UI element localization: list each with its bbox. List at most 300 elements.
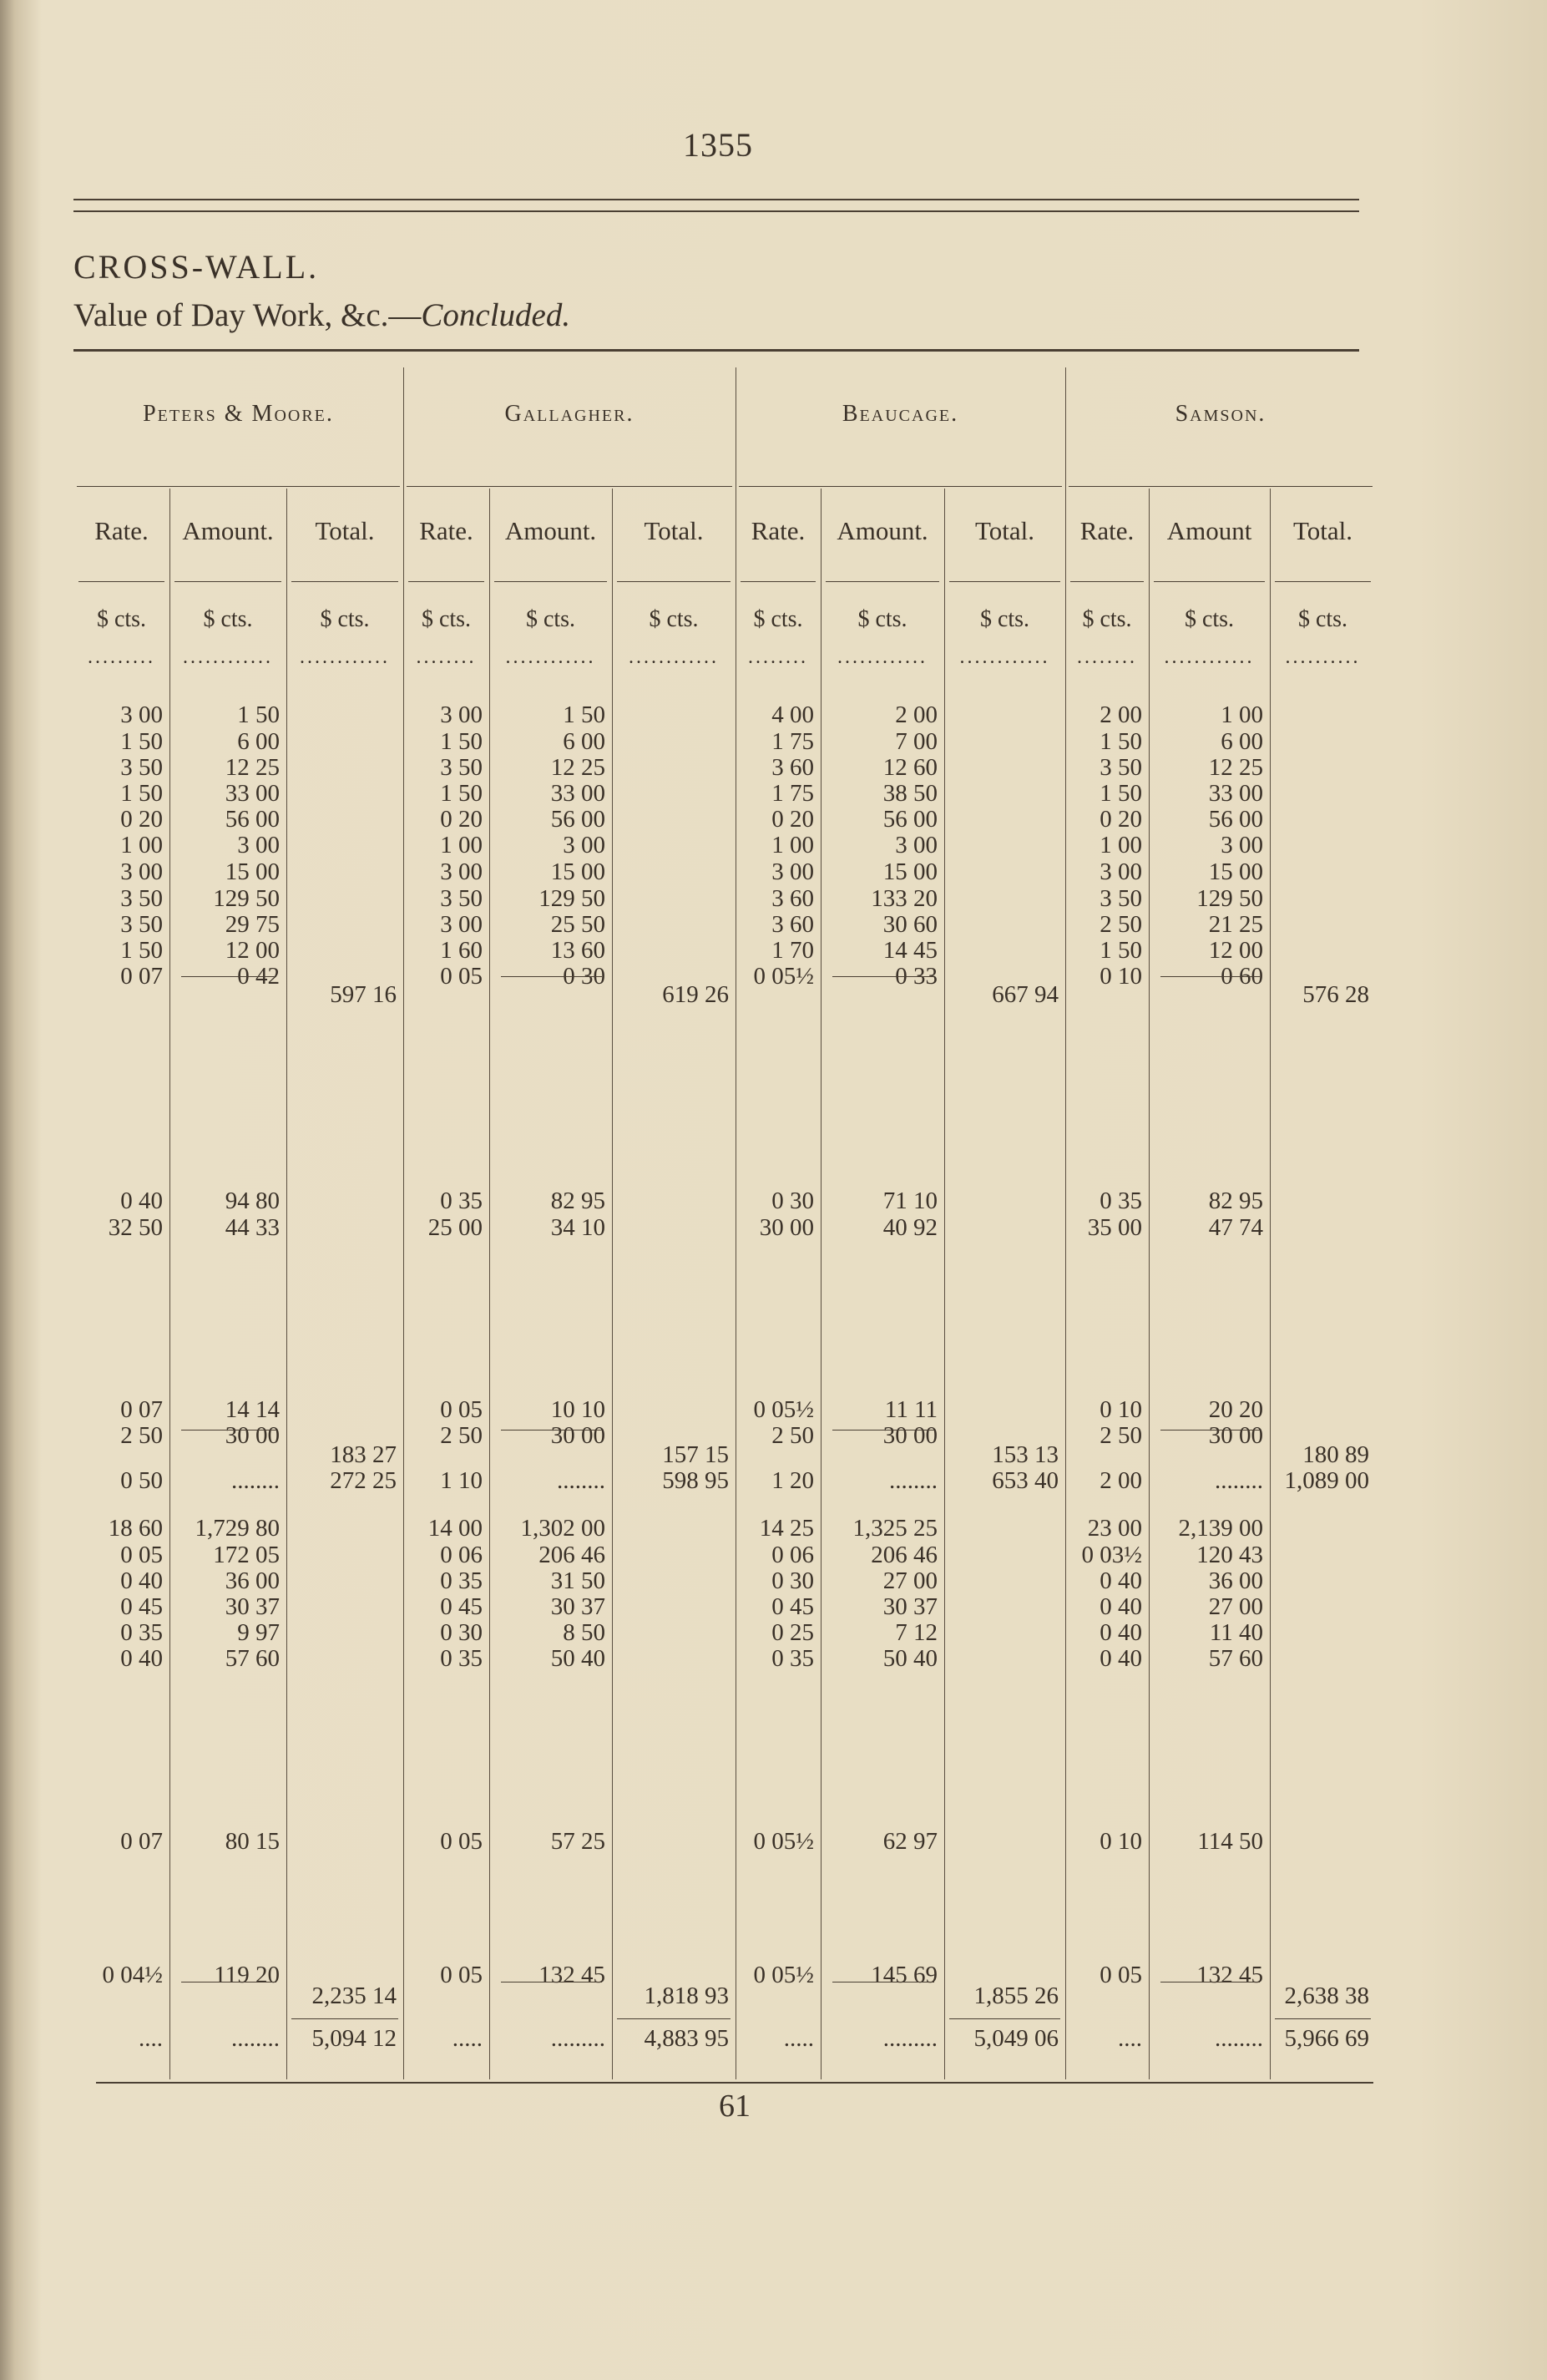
table-cell: 30 00 xyxy=(882,1422,938,1449)
table-cell: 0 10 xyxy=(1100,1396,1142,1423)
table-cell: ........ xyxy=(557,1467,605,1494)
table-cell: 56 00 xyxy=(1208,806,1263,833)
table-cell: 129 50 xyxy=(538,885,605,912)
table-cell: 36 00 xyxy=(225,1567,280,1594)
table-cell: 3 60 xyxy=(771,885,814,912)
subtotal-rule xyxy=(832,976,934,977)
dot-leader: .......... xyxy=(1285,646,1361,668)
table-cell: 40 92 xyxy=(882,1214,938,1241)
table-cell: 36 00 xyxy=(1208,1567,1263,1594)
table-cell: 30 37 xyxy=(882,1593,938,1620)
table-cell: 172 05 xyxy=(213,1542,280,1568)
table-cell: 1 00 xyxy=(1221,701,1263,728)
table-cell: .... xyxy=(139,2025,163,2052)
table-cell: 8 50 xyxy=(563,1619,605,1646)
table-cell: 3 60 xyxy=(771,754,814,781)
subtotal-rule xyxy=(832,1430,934,1431)
heading-rule xyxy=(73,349,1359,352)
table-cell: 0 40 xyxy=(1100,1567,1142,1594)
table-cell: 6 00 xyxy=(1221,728,1263,755)
table-cell: 0 05 xyxy=(440,1396,483,1423)
table-cell: 4,883 95 xyxy=(644,2025,729,2052)
table-cell: 30 00 xyxy=(550,1422,605,1449)
table-cell: 129 50 xyxy=(213,885,280,912)
column-header-rule xyxy=(617,581,731,582)
dot-leader: ............ xyxy=(300,646,390,668)
table-cell: ......... xyxy=(882,2025,938,2052)
table-cell: 56 00 xyxy=(550,806,605,833)
table-cell: 14 14 xyxy=(225,1396,280,1423)
table-cell: 1 50 xyxy=(120,780,163,807)
table-cell: 183 27 xyxy=(330,1441,397,1468)
table-cell: 119 20 xyxy=(214,1962,280,1988)
table-cell: 3 00 xyxy=(1100,858,1142,885)
table-cell: 0 35 xyxy=(440,1187,483,1214)
section-subheading xyxy=(73,296,570,334)
table-cell: 12 00 xyxy=(225,937,280,964)
table-cell: 0 10 xyxy=(1100,963,1142,990)
table-cell: 30 00 xyxy=(1208,1422,1263,1449)
table-cell: 667 94 xyxy=(992,981,1059,1008)
table-cell: 9 97 xyxy=(237,1619,280,1646)
unit-label: $ cts. xyxy=(320,606,370,632)
table-cell: 44 33 xyxy=(225,1214,280,1241)
column-header: Rate. xyxy=(751,516,806,545)
table-cell: 598 95 xyxy=(662,1467,729,1494)
table-cell: 7 00 xyxy=(895,728,938,755)
table-cell: 1,818 93 xyxy=(644,1982,729,2009)
table-cell: 2 50 xyxy=(120,1422,163,1449)
table-cell: 1 70 xyxy=(771,937,814,964)
table-cell: 7 12 xyxy=(895,1619,938,1646)
column-header-rule xyxy=(174,581,281,582)
contractor-header-peters-moore: Peters & Moore. xyxy=(143,401,334,427)
table-cell: ..... xyxy=(783,2025,814,2052)
dot-leader: ............ xyxy=(505,646,596,668)
table-cell: 12 25 xyxy=(225,754,280,781)
table-cell: 0 42 xyxy=(237,963,280,990)
column-header: Total. xyxy=(1292,516,1352,545)
table-cell: 56 00 xyxy=(225,806,280,833)
table-cell: 133 20 xyxy=(871,885,938,912)
table-cell: 25 00 xyxy=(427,1214,483,1241)
table-cell: 132 45 xyxy=(538,1962,605,1988)
table-cell: 31 50 xyxy=(550,1567,605,1594)
table-cell: 0 40 xyxy=(1100,1593,1142,1620)
unit-label: $ cts. xyxy=(1297,606,1348,632)
column-header-rule xyxy=(291,581,398,582)
table-cell: 2 50 xyxy=(1100,911,1142,938)
table-cell: 1 75 xyxy=(771,728,814,755)
table-cell: 1 60 xyxy=(440,937,483,964)
table-cell: 50 40 xyxy=(550,1645,605,1672)
table-cell: 0 06 xyxy=(771,1542,814,1568)
table-cell: 0 05 xyxy=(440,963,483,990)
table-cell: 3 00 xyxy=(771,858,814,885)
table-cell: 11 11 xyxy=(884,1396,938,1423)
table-cell: 0 40 xyxy=(120,1645,163,1672)
table-cell: 3 00 xyxy=(1221,832,1263,858)
table-cell: 1 50 xyxy=(120,728,163,755)
table-cell: 597 16 xyxy=(330,981,397,1008)
table-cell: 0 04½ xyxy=(102,1962,163,1988)
table-cell: 34 10 xyxy=(550,1214,605,1241)
table-cell: 0 35 xyxy=(771,1645,814,1672)
subheading-italic: Concluded. xyxy=(421,297,571,333)
table-cell: 4 00 xyxy=(771,701,814,728)
column-header-rule xyxy=(741,581,816,582)
table-cell: 3 50 xyxy=(440,754,483,781)
table-cell: 80 15 xyxy=(225,1828,280,1855)
contractor-header-beaucage: Beaucage. xyxy=(842,401,959,427)
table-cell: 21 25 xyxy=(1208,911,1263,938)
table-cell: 0 10 xyxy=(1100,1828,1142,1855)
table-cell: 0 20 xyxy=(120,806,163,833)
table-cell: 0 05½ xyxy=(753,1828,814,1855)
unit-label: $ cts. xyxy=(857,606,907,632)
table-cell: 71 10 xyxy=(882,1187,938,1214)
table-cell: 157 15 xyxy=(662,1441,729,1468)
table-cell: 30 00 xyxy=(759,1214,814,1241)
table-cell: 12 25 xyxy=(1208,754,1263,781)
grand-total-rule xyxy=(949,2018,1060,2019)
table-cell: ......... xyxy=(550,2025,605,2052)
grand-total-rule xyxy=(617,2018,731,2019)
table-cell: 1 50 xyxy=(120,937,163,964)
table-cell: 0 20 xyxy=(440,806,483,833)
table-cell: 0 30 xyxy=(771,1567,814,1594)
table-cell: 1 00 xyxy=(1100,832,1142,858)
table-cell: 15 00 xyxy=(1208,858,1263,885)
subheading-prefix: Value of Day Work, &c.— xyxy=(73,297,422,333)
table-cell: 0 30 xyxy=(563,963,605,990)
table-cell: 82 95 xyxy=(1208,1187,1263,1214)
table-cell: 1 75 xyxy=(771,780,814,807)
subtotal-rule xyxy=(181,976,276,977)
unit-label: $ cts. xyxy=(753,606,803,632)
table-cell: 0 40 xyxy=(120,1567,163,1594)
table-cell: 3 50 xyxy=(440,885,483,912)
table-cell: 0 05½ xyxy=(753,1962,814,1988)
dot-leader: ............ xyxy=(959,646,1050,668)
column-divider xyxy=(286,489,287,2079)
table-cell: 30 37 xyxy=(225,1593,280,1620)
table-cell: 33 00 xyxy=(550,780,605,807)
table-cell: 0 30 xyxy=(771,1187,814,1214)
table-cell: 0 60 xyxy=(1221,963,1263,990)
column-header-rule xyxy=(78,581,164,582)
dot-leader: ........ xyxy=(416,646,477,668)
table-cell: 0 35 xyxy=(440,1567,483,1594)
table-cell: 2 00 xyxy=(1100,701,1142,728)
unit-label: $ cts. xyxy=(1082,606,1132,632)
table-cell: 0 05 xyxy=(440,1962,483,1988)
table-cell: 206 46 xyxy=(538,1542,605,1568)
table-cell: 0 30 xyxy=(440,1619,483,1646)
table-cell: 57 25 xyxy=(550,1828,605,1855)
table-cell: 25 50 xyxy=(550,911,605,938)
table-cell: 12 00 xyxy=(1208,937,1263,964)
table-cell: 0 35 xyxy=(1100,1187,1142,1214)
dot-leader: ........ xyxy=(1077,646,1137,668)
table-cell: 1 00 xyxy=(440,832,483,858)
column-header-rule xyxy=(1154,581,1265,582)
table-cell: 1 00 xyxy=(771,832,814,858)
table-cell: ........ xyxy=(231,2025,280,2052)
table-cell: 3 00 xyxy=(563,832,605,858)
table-cell: 153 13 xyxy=(992,1441,1059,1468)
table-cell: 0 20 xyxy=(1100,806,1142,833)
dot-leader: ......... xyxy=(88,646,155,668)
table-cell: 0 05 xyxy=(440,1828,483,1855)
table-cell: 10 10 xyxy=(550,1396,605,1423)
table-cell: 2 00 xyxy=(895,701,938,728)
table-cell: 2,235 14 xyxy=(311,1982,397,2009)
table-cell: 15 00 xyxy=(225,858,280,885)
table-cell: 0 33 xyxy=(895,963,938,990)
dot-leader: ........ xyxy=(748,646,808,668)
table-cell: .... xyxy=(1118,2025,1142,2052)
table-cell: 3 00 xyxy=(120,858,163,885)
table-cell: 0 25 xyxy=(771,1619,814,1646)
table-cell: 3 50 xyxy=(120,885,163,912)
table-cell: 145 69 xyxy=(871,1962,938,1988)
column-header: Total. xyxy=(644,516,704,545)
table-cell: 13 60 xyxy=(550,937,605,964)
table-cell: 1,325 25 xyxy=(852,1515,938,1542)
column-divider xyxy=(1270,489,1271,2079)
table-cell: 20 20 xyxy=(1208,1396,1263,1423)
table-cell: 11 40 xyxy=(1209,1619,1263,1646)
table-cell: 2 50 xyxy=(771,1422,814,1449)
table-cell: 180 89 xyxy=(1302,1441,1369,1468)
column-header: Amount xyxy=(1166,516,1252,545)
top-rule-2 xyxy=(73,210,1359,212)
table-cell: 1 50 xyxy=(563,701,605,728)
table-cell: 27 00 xyxy=(882,1567,938,1594)
table-cell: ........ xyxy=(1215,2025,1263,2052)
table-cell: 82 95 xyxy=(550,1187,605,1214)
table-cell: 30 00 xyxy=(225,1422,280,1449)
table-cell: 3 50 xyxy=(120,754,163,781)
table-cell: ........ xyxy=(231,1467,280,1494)
contractor-header-rule xyxy=(77,486,400,487)
column-header-rule xyxy=(949,581,1060,582)
table-cell: 57 60 xyxy=(225,1645,280,1672)
table-cell: 0 05½ xyxy=(753,1396,814,1423)
table-cell: 0 07 xyxy=(120,1396,163,1423)
table-cell: 6 00 xyxy=(563,728,605,755)
table-cell: 272 25 xyxy=(330,1467,397,1494)
unit-label: $ cts. xyxy=(649,606,699,632)
subtotal-rule xyxy=(181,1430,276,1431)
top-rule-1 xyxy=(73,199,1359,200)
table-cell: 1,302 00 xyxy=(520,1515,605,1542)
table-cell: 3 50 xyxy=(1100,885,1142,912)
section-heading: CROSS-WALL. xyxy=(73,248,320,286)
table-cell: 1 50 xyxy=(440,728,483,755)
table-cell: 1 50 xyxy=(1100,780,1142,807)
table-cell: 47 74 xyxy=(1208,1214,1263,1241)
column-header: Total. xyxy=(974,516,1034,545)
table-cell: 0 40 xyxy=(1100,1619,1142,1646)
table-cell: 1 50 xyxy=(1100,728,1142,755)
unit-label: $ cts. xyxy=(421,606,472,632)
table-cell: 5,094 12 xyxy=(311,2025,397,2052)
column-header: Total. xyxy=(315,516,375,545)
contractor-header-rule xyxy=(407,486,732,487)
column-header-rule xyxy=(494,581,607,582)
table-cell: 2,139 00 xyxy=(1178,1515,1263,1542)
table-cell: 1 20 xyxy=(771,1467,814,1494)
table-cell: 0 45 xyxy=(440,1593,483,1620)
table-cell: 114 50 xyxy=(1197,1828,1263,1855)
contractor-header-samson: Samson. xyxy=(1175,401,1266,427)
table-cell: 2,638 38 xyxy=(1284,1982,1369,2009)
column-header: Rate. xyxy=(1079,516,1135,545)
column-header-rule xyxy=(1275,581,1371,582)
table-cell: 94 80 xyxy=(225,1187,280,1214)
table-cell: 50 40 xyxy=(882,1645,938,1672)
table-cell: 3 00 xyxy=(895,832,938,858)
grand-total-rule xyxy=(291,2018,398,2019)
grand-total-rule xyxy=(1275,2018,1371,2019)
table-cell: 30 37 xyxy=(550,1593,605,1620)
subtotal-rule xyxy=(501,976,602,977)
table-cell: 3 00 xyxy=(440,858,483,885)
table-cell: 12 25 xyxy=(550,754,605,781)
table-cell: 33 00 xyxy=(225,780,280,807)
dot-leader: ............ xyxy=(183,646,273,668)
table-cell: 23 00 xyxy=(1087,1515,1142,1542)
day-work-table xyxy=(73,367,1376,2079)
table-cell: 1,729 80 xyxy=(195,1515,280,1542)
table-cell: 62 97 xyxy=(882,1828,938,1855)
table-cell: 5,966 69 xyxy=(1284,2025,1369,2052)
table-cell: 32 50 xyxy=(108,1214,163,1241)
contractor-header-rule xyxy=(739,486,1062,487)
table-cell: 206 46 xyxy=(871,1542,938,1568)
table-cell: 38 50 xyxy=(882,780,938,807)
table-cell: 14 45 xyxy=(882,937,938,964)
table-cell: 33 00 xyxy=(1208,780,1263,807)
table-cell: 3 00 xyxy=(440,911,483,938)
table-cell: 57 60 xyxy=(1208,1645,1263,1672)
table-cell: 0 20 xyxy=(771,806,814,833)
table-cell: 12 60 xyxy=(882,754,938,781)
table-cell: ..... xyxy=(452,2025,483,2052)
table-cell: 0 35 xyxy=(440,1645,483,1672)
column-header: Rate. xyxy=(94,516,149,545)
table-cell: 14 25 xyxy=(759,1515,814,1542)
table-cell: 0 45 xyxy=(771,1593,814,1620)
unit-label: $ cts. xyxy=(203,606,253,632)
column-header-rule xyxy=(1070,581,1144,582)
dot-leader: ............ xyxy=(837,646,928,668)
bottom-rule xyxy=(96,2082,1373,2084)
table-cell: ........ xyxy=(889,1467,938,1494)
table-cell: 6 00 xyxy=(237,728,280,755)
column-header: Amount. xyxy=(504,516,597,545)
column-header: Amount. xyxy=(182,516,274,545)
table-cell: 5,049 06 xyxy=(973,2025,1059,2052)
table-cell: 2 50 xyxy=(440,1422,483,1449)
table-cell: 3 00 xyxy=(237,832,280,858)
table-cell: 1,855 26 xyxy=(973,1982,1059,2009)
subtotal-rule xyxy=(501,1430,602,1431)
table-cell: 30 60 xyxy=(882,911,938,938)
unit-label: $ cts. xyxy=(525,606,576,632)
table-cell: ........ xyxy=(1215,1467,1263,1494)
unit-label: $ cts. xyxy=(1184,606,1235,632)
table-cell: 653 40 xyxy=(992,1467,1059,1494)
table-cell: 1 50 xyxy=(1100,937,1142,964)
table-cell: 0 05 xyxy=(1100,1962,1142,1988)
dot-leader: ............ xyxy=(1164,646,1255,668)
table-cell: 1 50 xyxy=(440,780,483,807)
table-cell: 0 07 xyxy=(120,1828,163,1855)
table-cell: 0 40 xyxy=(1100,1645,1142,1672)
subtotal-rule xyxy=(1160,1430,1260,1431)
table-cell: 2 50 xyxy=(1100,1422,1142,1449)
unit-label: $ cts. xyxy=(979,606,1030,632)
table-cell: 3 50 xyxy=(1100,754,1142,781)
table-cell: 132 45 xyxy=(1196,1962,1263,1988)
table-cell: 1 00 xyxy=(120,832,163,858)
table-cell: 18 60 xyxy=(108,1515,163,1542)
table-cell: 15 00 xyxy=(882,858,938,885)
column-header-rule xyxy=(408,581,484,582)
table-cell: 1 50 xyxy=(237,701,280,728)
table-cell: 29 75 xyxy=(225,911,280,938)
footer-number: 61 xyxy=(719,2089,751,2124)
column-header: Rate. xyxy=(419,516,473,545)
table-cell: 0 03½ xyxy=(1081,1542,1142,1568)
column-divider xyxy=(612,489,613,2079)
table-cell: 3 00 xyxy=(440,701,483,728)
table-cell: 3 50 xyxy=(120,911,163,938)
table-cell: 619 26 xyxy=(662,981,729,1008)
table-cell: 15 00 xyxy=(550,858,605,885)
table-cell: 129 50 xyxy=(1196,885,1263,912)
table-cell: 56 00 xyxy=(882,806,938,833)
column-header: Amount. xyxy=(837,516,928,545)
table-cell: 3 60 xyxy=(771,911,814,938)
table-cell: 35 00 xyxy=(1087,1214,1142,1241)
table-cell: 3 00 xyxy=(120,701,163,728)
table-cell: 1 10 xyxy=(440,1467,483,1494)
table-cell: 2 00 xyxy=(1100,1467,1142,1494)
column-header-rule xyxy=(826,581,939,582)
subtotal-rule xyxy=(1160,976,1260,977)
table-cell: 14 00 xyxy=(427,1515,483,1542)
unit-label: $ cts. xyxy=(96,606,147,632)
table-cell: 1,089 00 xyxy=(1284,1467,1369,1494)
contractor-header-gallagher: Gallagher. xyxy=(504,401,634,427)
table-cell: 0 35 xyxy=(120,1619,163,1646)
table-cell: 120 43 xyxy=(1196,1542,1263,1568)
table-cell: 576 28 xyxy=(1302,981,1369,1008)
table-cell: 0 05 xyxy=(120,1542,163,1568)
table-cell: 0 50 xyxy=(120,1467,163,1494)
contractor-header-rule xyxy=(1069,486,1373,487)
dot-leader: ............ xyxy=(629,646,719,668)
table-cell: 0 40 xyxy=(120,1187,163,1214)
table-cell: 0 07 xyxy=(120,963,163,990)
table-cell: 0 45 xyxy=(120,1593,163,1620)
column-divider xyxy=(944,489,945,2079)
table-cell: 0 06 xyxy=(440,1542,483,1568)
